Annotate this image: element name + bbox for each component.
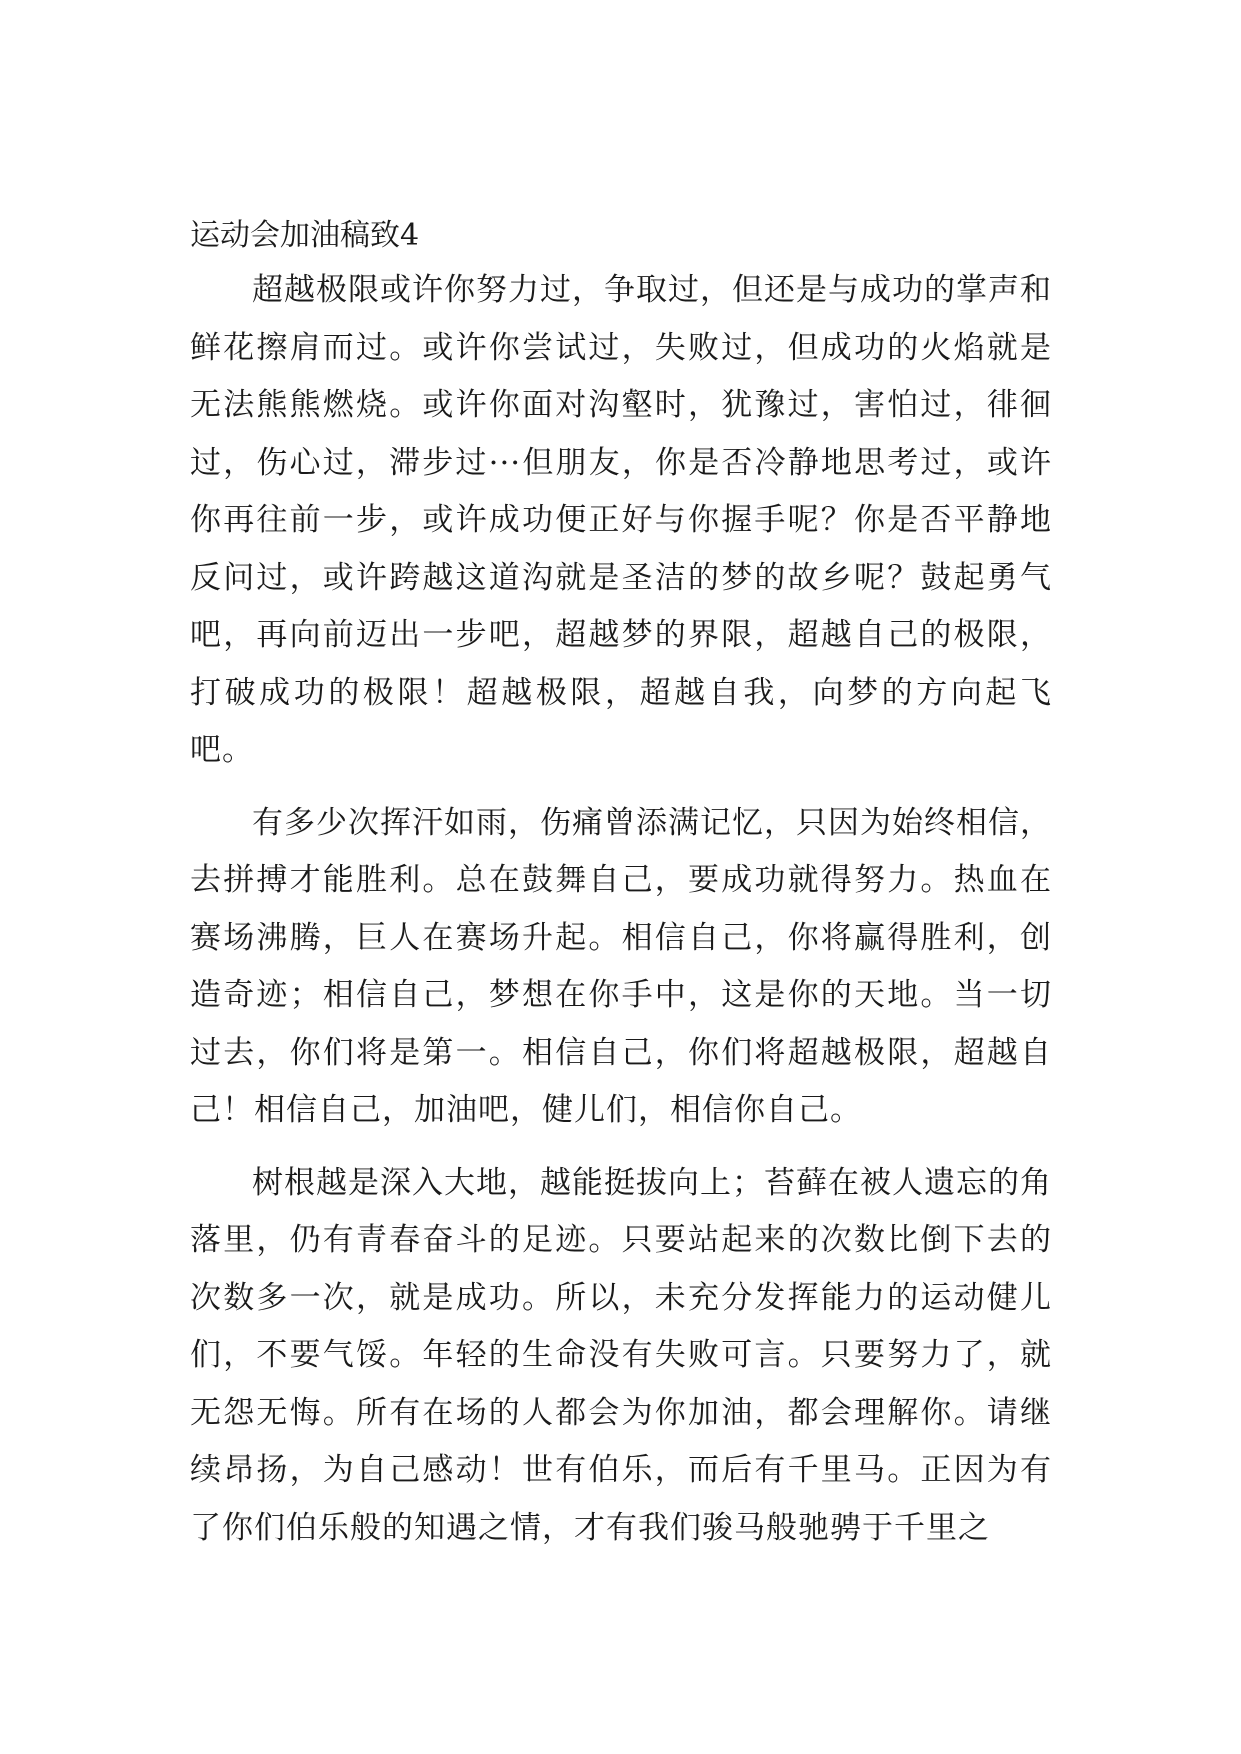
paragraph-2: 有多少次挥汗如雨，伤痛曾添满记忆，只因为始终相信，去拼搏才能胜利。总在鼓舞自己，要成功就得努力。热血在赛场沸腾，巨人在赛场升起。相信自己，你将赢得胜利，创造奇迹；相信自己，梦想在你手中，这是你的天地。当一切过去，你们将是第一。相信自己，你们将超越极限，超越自己！相信自己，加油吧，健儿们，相信你自己。 — [190, 804, 1052, 1128]
paragraph-1: 超越极限或许你努力过，争取过，但还是与成功的掌声和鲜花擦肩而过。或许你尝试过，失败过，但成功的火焰就是无法熊熊燃烧。或许你面对沟壑时，犹豫过，害怕过，徘徊过，伤心过，滞步过···但朋友，你是否冷静地思考过，或许你再往前一步，或许成功便正好与你握手呢？你是否平静地反问过，或许跨越这道沟就是圣洁的梦的故乡呢？鼓起勇气吧，再向前迈出一步吧，超越梦的界限，超越自己的极限，打破成功的极限！超越极限，超越自我，向梦的方向起飞吧。 — [190, 272, 1052, 768]
paragraph-3: 树根越是深入大地，越能挺拔向上；苔藓在被人遗忘的角落里，仍有青春奋斗的足迹。只要站起来的次数比倒下去的次数多一次，就是成功。所以，未充分发挥能力的运动健儿们，不要气馁。年轻的生命没有失败可言。只要努力了，就无怨无悔。所有在场的人都会为你加油，都会理解你。请继续昂扬，为自己感动！世有伯乐，而后有千里马。正因为有了你们伯乐般的知遇之情，才有我们骏马般驰骋于千里之 — [190, 1164, 1052, 1546]
document-title: 运动会加油稿致4 — [190, 218, 420, 253]
document-body — [190, 216, 1052, 1557]
